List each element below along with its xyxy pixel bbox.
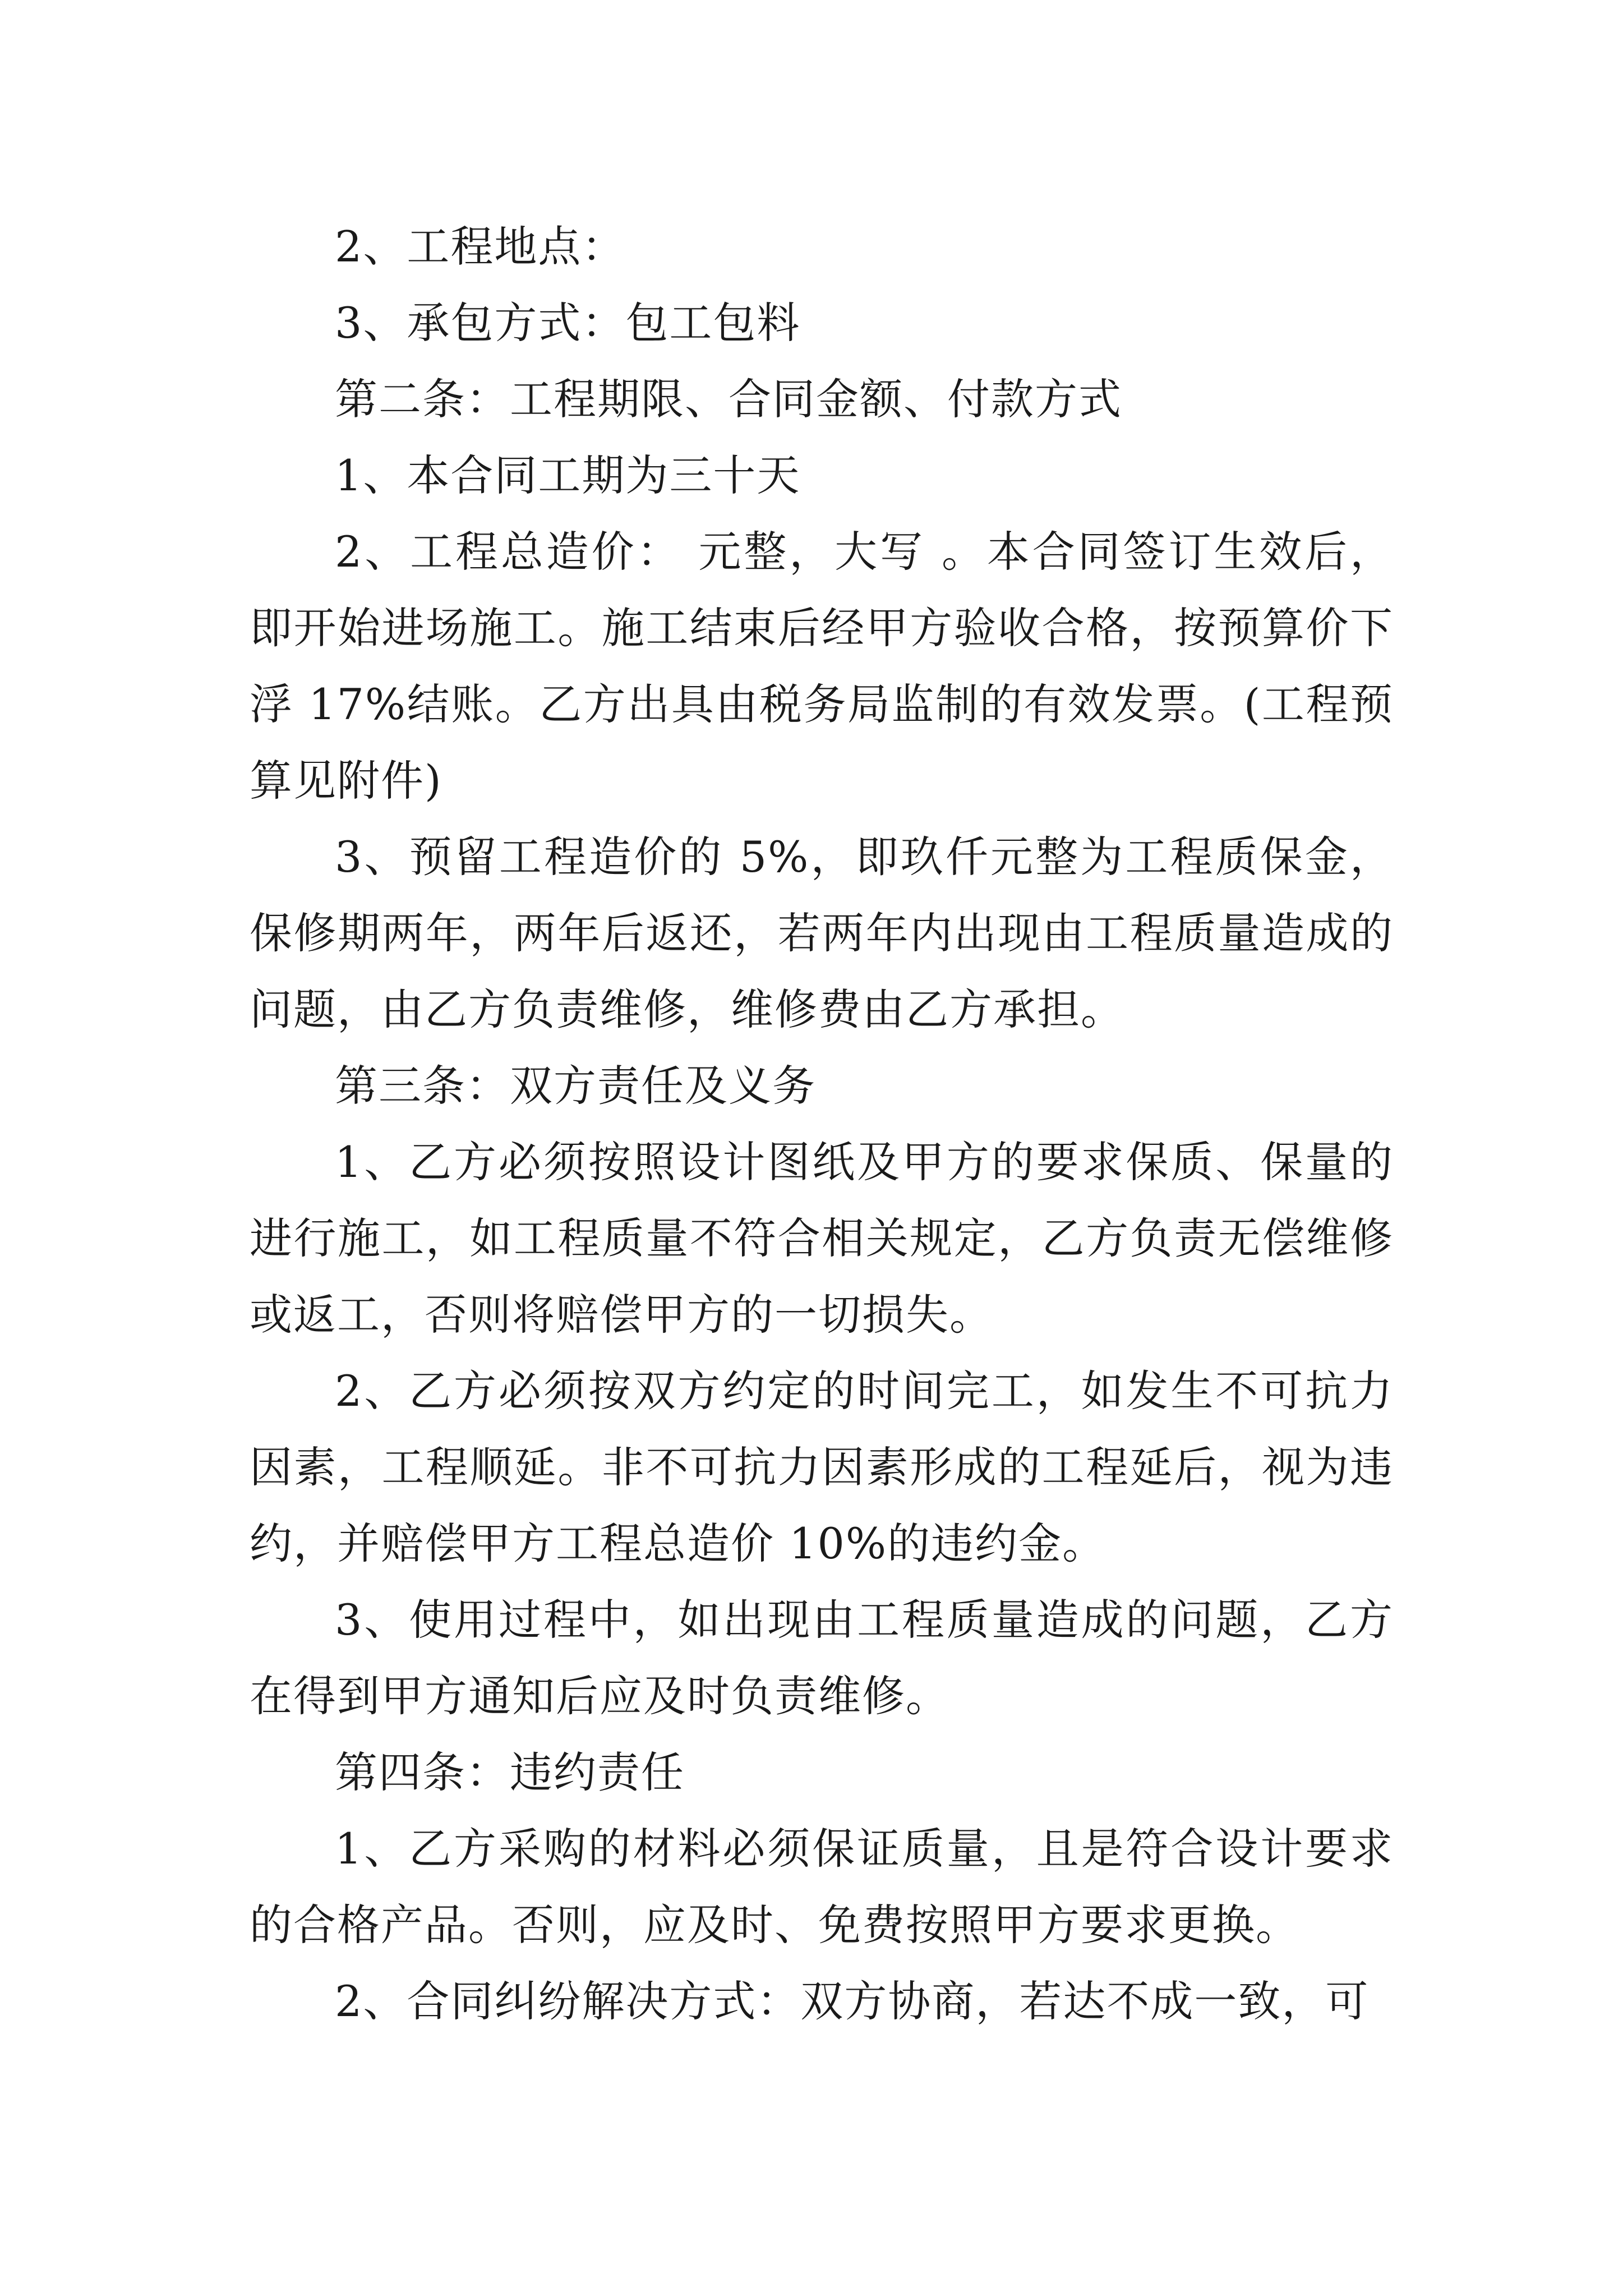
clause-item-total-cost: 2、工程总造价： 元整，大写 。本合同签订生效后，即开始进场施工。施工结束后经甲方验收合格，按预算价下浮 17%结账。乙方出具由税务局监制的有效发票。(工程预算见附件) xyxy=(250,527,1394,806)
clause-item-duration: 1、本合同工期为三十天 xyxy=(335,450,801,500)
clause-item-contract-mode: 3、承包方式：包工包料 xyxy=(335,298,801,348)
document-body xyxy=(250,209,1394,2040)
clause-item-schedule: 2、乙方必须按双方约定的时间完工，如发生不可抗力因素，工程顺延。非不可抗力因素形成的工程延后，视为违约，并赔偿甲方工程总造价 10%的违约金。 xyxy=(250,1366,1394,1568)
clause-item-dispute: 2、合同纠纷解决方式：双方协商，若达不成一致，可 xyxy=(335,1976,1370,2026)
clause-item-retention: 3、预留工程造价的 5%，即玖仟元整为工程质保金，保修期两年，两年后返还，若两年内出现由工程质量造成的问题，由乙方负责维修，维修费由乙方承担。 xyxy=(250,832,1394,1034)
clause-item-maintenance: 3、使用过程中，如出现由工程质量造成的问题，乙方在得到甲方通知后应及时负责维修。 xyxy=(250,1595,1394,1721)
article-heading-2: 第二条：工程期限、合同金额、付款方式 xyxy=(335,374,1122,424)
clause-item-materials: 1、乙方采购的材料必须保证质量，且是符合设计要求的合格产品。否则，应及时、免费按照甲方要求更换。 xyxy=(250,1824,1394,1950)
clause-item-location: 2、工程地点： xyxy=(335,222,626,272)
article-heading-4: 第四条：违约责任 xyxy=(335,1747,685,1797)
clause-item-quality: 1、乙方必须按照设计图纸及甲方的要求保质、保量的进行施工，如工程质量不符合相关规定，乙方负责无偿维修或返工，否则将赔偿甲方的一切损失。 xyxy=(250,1137,1394,1340)
article-heading-3: 第三条：双方责任及义务 xyxy=(335,1061,816,1111)
